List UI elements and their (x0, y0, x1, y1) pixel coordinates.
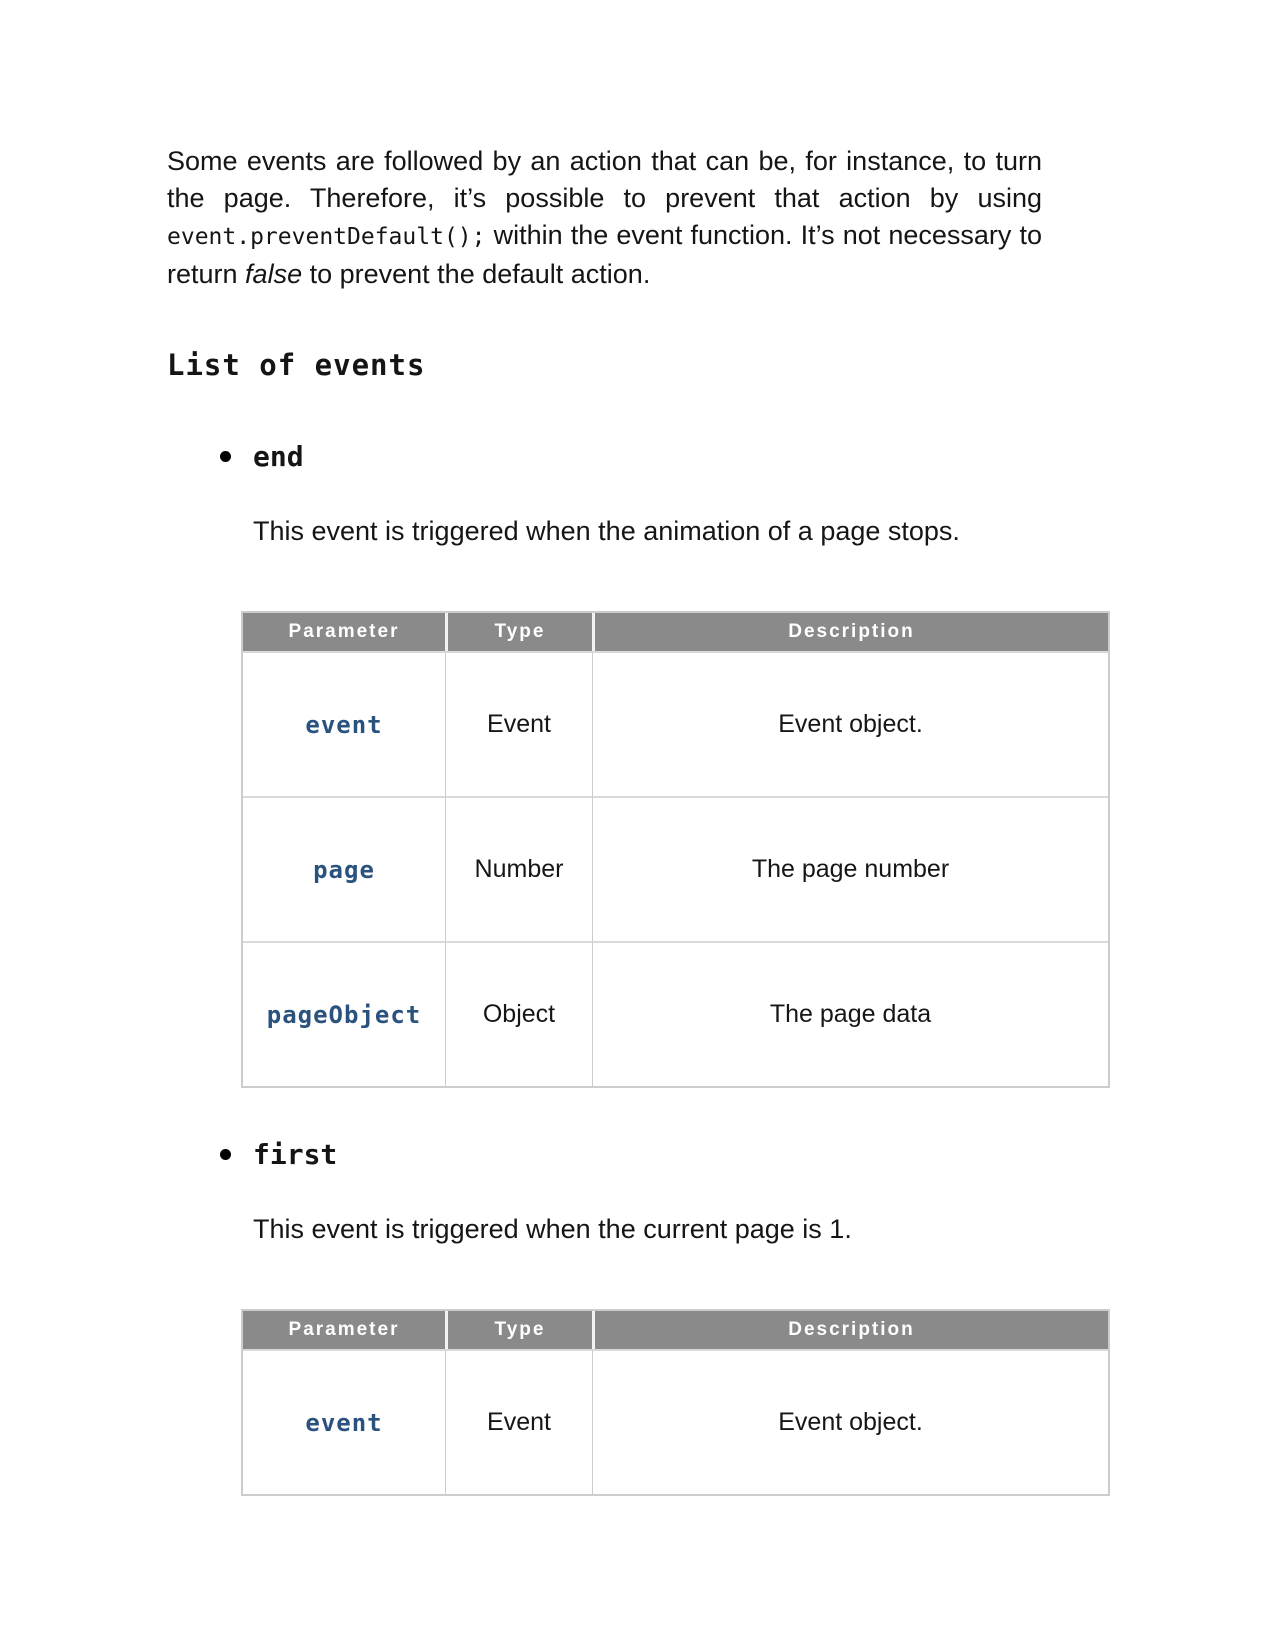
type-cell: Number (445, 796, 592, 941)
table-row (243, 651, 1108, 796)
description-cell: The page data (592, 941, 1108, 1086)
header-cell-description: Description (592, 613, 1108, 651)
description-cell: Event object. (592, 651, 1108, 796)
inline-code: event.preventDefault(); (167, 224, 486, 250)
header-cell-type: Type (445, 1311, 592, 1349)
param-cell: pageObject (243, 941, 445, 1086)
header-cell-type: Type (445, 613, 592, 651)
table-row (243, 1349, 1108, 1494)
param-cell: event (243, 651, 445, 796)
param-cell: event (243, 1349, 445, 1494)
type-cell: Object (445, 941, 592, 1086)
event-header-first (167, 1138, 1275, 1171)
event-name-first: first (253, 1138, 338, 1171)
intro-text-1: Some events are followed by an action that can be, for instance, to turn the page. Therefore, it’s possible to prevent that action by using (167, 146, 1042, 213)
description-cell: Event object. (592, 1349, 1108, 1494)
header-cell-parameter: Parameter (243, 613, 445, 651)
header-cell-description: Description (592, 1311, 1108, 1349)
event-name-end: end (253, 440, 304, 473)
params-table-end (241, 611, 1110, 1088)
param-cell: page (243, 796, 445, 941)
intro-paragraph (167, 143, 1042, 293)
event-description-first: This event is triggered when the current page is 1. (253, 1214, 852, 1244)
intro-italic-false: false (245, 259, 303, 289)
description-cell: The page number (592, 796, 1108, 941)
header-cell-parameter: Parameter (243, 1311, 445, 1349)
event-description-end: This event is triggered when the animation of a page stops. (253, 516, 960, 546)
params-table-first (241, 1309, 1110, 1496)
bullet-icon (220, 451, 231, 462)
type-cell: Event (445, 651, 592, 796)
intro-text-2: within the event function. It’s not necessary to return (167, 220, 1042, 289)
event-item-end (167, 440, 1275, 1088)
table-header-row (243, 613, 1108, 651)
event-list (167, 440, 1275, 1496)
table-row (243, 796, 1108, 941)
event-header-end (167, 440, 1275, 473)
intro-text-3: to prevent the default action. (302, 259, 651, 289)
table-header-row (243, 1311, 1108, 1349)
type-cell: Event (445, 1349, 592, 1494)
bullet-icon (220, 1149, 231, 1160)
event-item-first (167, 1138, 1275, 1496)
table-row (243, 941, 1108, 1086)
section-title: List of events (167, 348, 426, 382)
